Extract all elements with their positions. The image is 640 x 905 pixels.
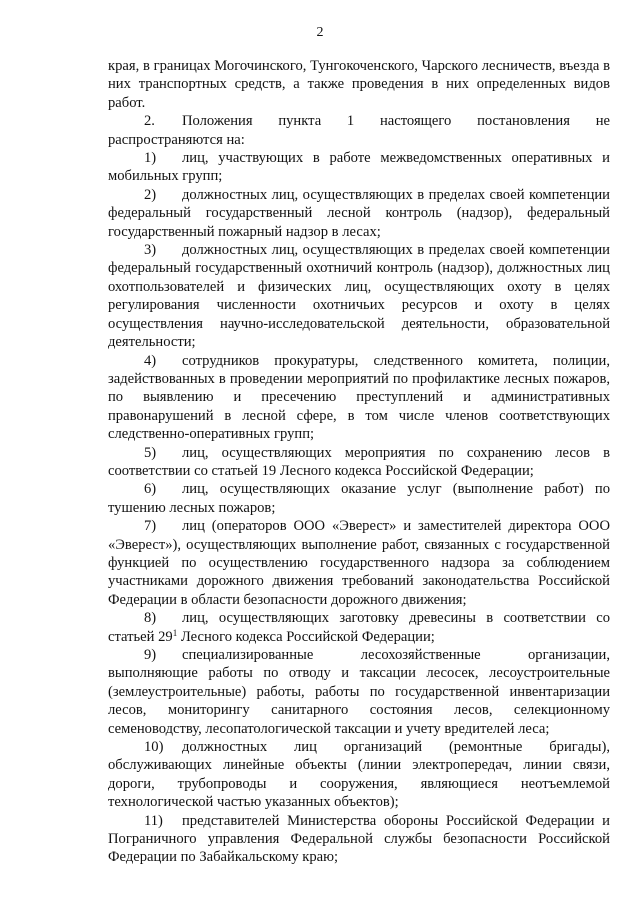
list-item-text: лиц, осуществляющих мероприятия по сохранению лесов в соответствии со статьей 19 Лесного кодекса Российской Федерации;	[108, 444, 610, 479]
list-item-text: должностных лиц организаций (ремонтные бригады), обслуживающих линейные объекты (линии электропередач, линии связи, дороги, трубопроводы и сооружения, являющиеся неотъемлемой технологической частью указанных объектов);	[108, 739, 610, 811]
list-item-text-before: лиц, осуществляющих заготовку древесины в соответствии со статьей 29	[108, 610, 610, 645]
list-item-7	[108, 517, 610, 609]
superscript: 1	[172, 627, 178, 638]
list-item-number: 1)	[144, 150, 157, 167]
intro-paragraph: края, в границах Могочинского, Тунгокоченского, Чарского лесничеств, въезда в них транспортных средств, а также проведения в них определенных видов работ.	[108, 58, 610, 111]
list-item-number: 3)	[144, 242, 157, 259]
list-item-text: должностных лиц, осуществляющих в пределах своей компетенции федеральный государственный охотничий контроль (надзор), должностных лиц охотпользователей и физических лиц, осуществляющих охоту в целях регулирования численности охотничьих ресурсов и охоту в целях осуществления научно-исследовательской деятельности, образовательной деятельности;	[108, 242, 610, 351]
list-item-number: 2)	[144, 186, 157, 203]
list-item-1	[108, 149, 610, 186]
list-item-number: 5)	[144, 444, 157, 461]
list-item-10	[108, 738, 610, 812]
list-item-text: представителей Министерства обороны Российской Федерации и Пограничного управления Федеральной службы безопасности Российской Федерации по Забайкальскому краю;	[108, 812, 610, 866]
list-item-number: 10)	[144, 739, 164, 756]
list-item-9	[108, 646, 610, 738]
section-2-number: 2.	[144, 113, 155, 130]
list-item-text: лиц, участвующих в работе межведомственных оперативных и мобильных групп;	[108, 150, 610, 185]
list-item-text: должностных лиц, осуществляющих в пределах своей компетенции федеральный государственный лесной контроль (надзор), федеральный государственный пожарный надзор в лесах;	[108, 186, 610, 240]
list-item-6	[108, 480, 610, 517]
list-item-text: специализированные лесохозяйственные организации, выполняющие работы по отводу и таксации лесосек, лесоустроительные (землеустроительные) работы, работы по государственной инвентаризации лесов, мониторингу санитарного состояния лесов, селекционному семеноводству, лесопатологической таксации и учету вредителей леса;	[108, 647, 610, 737]
section-2-text: Положения пункта 1 настоящего постановления не распространяются на:	[108, 113, 610, 148]
list-item-number: 8)	[144, 610, 157, 627]
list-item-3	[108, 241, 610, 351]
list-item-text-after: Лесного кодекса Российской Федерации;	[177, 628, 435, 645]
list-item-number: 4)	[144, 352, 157, 369]
list-item-8	[108, 609, 610, 646]
list-item-number: 11)	[144, 812, 163, 829]
page-number: 2	[316, 25, 324, 40]
list-item-text: лиц, осуществляющих оказание услуг (выполнение работ) по тушению лесных пожаров;	[108, 481, 610, 516]
list-item-4	[108, 352, 610, 444]
list-item-number: 6)	[144, 481, 157, 498]
list-item-number: 7)	[144, 518, 157, 535]
list-item-text: лиц (операторов ООО «Эверест» и заместителей директора ООО «Эверест»), осуществляющих выполнение работ, связанных с государственной функцией по осуществлению государственного надзора за соблюдением участниками дорожного движения требований законодательства Российской Федерации в области безопасности дорожного движения;	[108, 518, 610, 608]
list-item-5	[108, 444, 610, 481]
document-body	[108, 57, 610, 867]
list-item-2	[108, 186, 610, 241]
list-item-text: сотрудников прокуратуры, следственного комитета, полиции, задействованных в проведении мероприятий по профилактике лесных пожаров, по выявлению и пресечению преступлений и административных правонарушений в лесной сфере, в том числе членов соответствующих следственно-оперативных групп;	[108, 352, 610, 443]
list-item-number: 9)	[144, 647, 157, 663]
section-2-paragraph	[108, 112, 610, 149]
list-item-11	[108, 812, 610, 867]
